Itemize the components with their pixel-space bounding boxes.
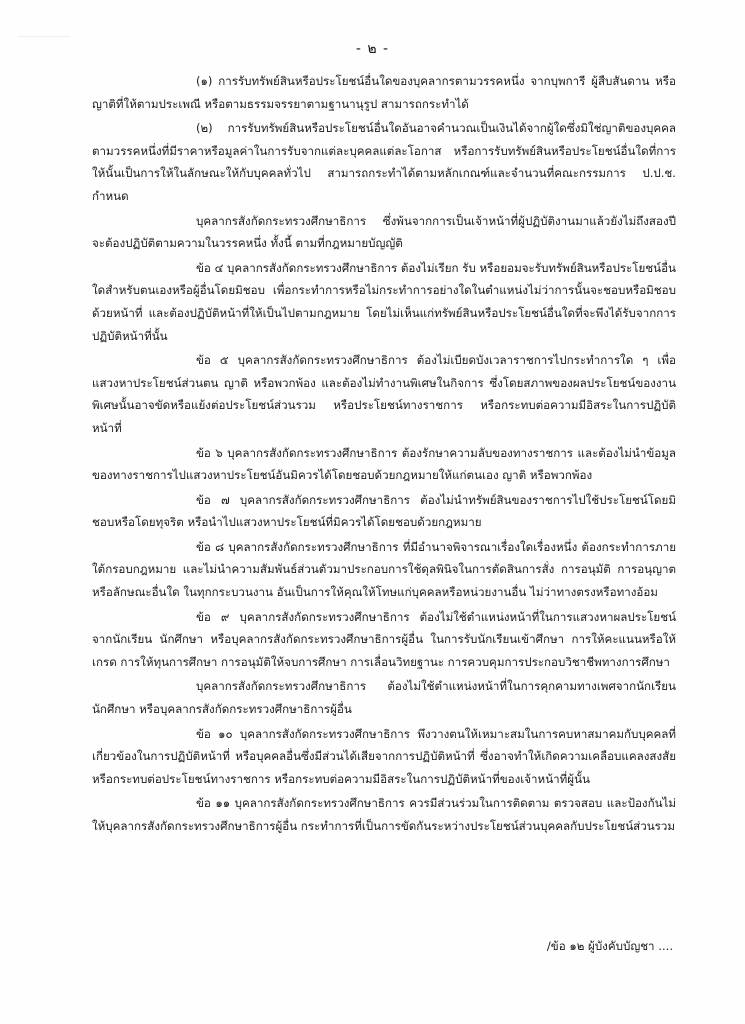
paragraph-article-4: ข้อ ๔ บุคลากรสังกัดกระทรวงศึกษาธิการ ต้องไม่เรียก รับ หรือยอมจะรับทรัพย์สินหรือประโยชน์อื่นใดสำหรับตนเองหรือผู้อื่นโดยมิชอบ เพื่อกระทำการหรือไม่กระทำการอย่างใดในตำแหน่งไม่ว่าการนั้นจะชอบหรือมิชอบด้วยหน้าที่ และต้องปฏิบัติหน้าที่ให้เป็นไปตามกฎหมาย โดยไม่เห็นแก่ทรัพย์สินหรือประโยชน์อื่นใดที่จะพึงได้รับจากการปฏิบัติหน้าที่นั้น (92, 260, 676, 343)
paragraph-article-8: ข้อ ๘ บุคลากรสังกัดกระทรวงศึกษาธิการ ที่มีอำนาจพิจารณาเรื่องใดเรื่องหนึ่ง ต้องกระทำการภายใต้กรอบกฎหมาย และไม่นำความสัมพันธ์ส่วนตัวมาประกอบการใช้ดุลพินิจในการตัดสินการสั่ง การอนุมัติ การอนุญาต หรือลักษณะอื่นใด ในทุกกระบวนงาน อันเป็นการให้คุณให้โทษแก่บุคคลหรือหน่วยงานอื่น ไม่ว่าทางตรงหรือทางอ้อม (92, 539, 676, 600)
page-number: - ๒ - (355, 41, 390, 57)
paragraph-article-7: ข้อ ๗ บุคลากรสังกัดกระทรวงศึกษาธิการ ต้องไม่นำทรัพย์สินของราชการไปใช้ประโยชน์โดยมิชอบหรือโดยทุจริต หรือนำไปแสวงหาประโยชน์ที่มิควรได้โดยชอบด้วยกฎหมาย (92, 492, 676, 530)
paragraph-article-9: ข้อ ๙ บุคลากรสังกัดกระทรวงศึกษาธิการ ต้องไม่ใช้ตำแหน่งหน้าที่ในการแสวงหาผลประโยชน์จากนักเรียน นักศึกษา หรือบุคลากรสังกัดกระทรวงศึกษาธิการผู้อื่น ในการรับนักเรียนเข้าศึกษา การให้คะแนนหรือให้เกรด การให้ทุนการศึกษา การอนุมัติให้จบการศึกษา การเลื่อนวิทยฐานะ การควบคุมการประกอบวิชาชีพทางการศึกษา (92, 609, 676, 669)
document-body (92, 70, 676, 840)
continuation-note: /ข้อ ๑๒ ผู้บังคับบัญชา .... (546, 939, 673, 953)
paragraph-1: (๑) การรับทรัพย์สินหรือประโยชน์อื่นใดของบุคลากรตามวรรคหนึ่ง จากบุพการี ผู้สืบสันดาน หรือญาติที่ให้ตามประเพณี หรือตามธรรมจรรยาตามฐานานุรูป สามารถกระทำได้ (92, 74, 676, 111)
paragraph-article-11: ข้อ ๑๑ บุคลากรสังกัดกระทรวงศึกษาธิการ ควรมีส่วนร่วมในการติดตาม ตรวจสอบ และป้องกันไม่ให้บุคลากรสังกัดกระทรวงศึกษาธิการผู้อื่น กระทำการที่เป็นการขัดกันระหว่างประโยชน์ส่วนบุคคลกับประโยชน์ส่วนรวม (92, 796, 676, 833)
paragraph-article-10: ข้อ ๑๐ บุคลากรสังกัดกระทรวงศึกษาธิการ พึงวางตนให้เหมาะสมในการคบหาสมาคมกับบุคคลที่เกี่ยวข้องในการปฏิบัติหน้าที่ หรือบุคคลอื่นซึ่งมีส่วนได้เสียจากการปฏิบัติหน้าที่ ซึ่งอาจทำให้เกิดความเคลือบแคลงสงสัย หรือกระทบต่อประโยชน์ทางราชการ หรือกระทบต่อความมีอิสระในการปฏิบัติหน้าที่ของเจ้าหน้าที่ผู้นั้น (92, 726, 676, 786)
paragraph-3: บุคลากรสังกัดกระทรวงศึกษาธิการ ซึ่งพ้นจากการเป็นเจ้าหน้าที่ผู้ปฏิบัติงานมาแล้วยังไม่ถึงสองปี จะต้องปฏิบัติตามความในวรรคหนึ่ง ทั้งนี้ ตามที่กฎหมายบัญญัติ (92, 213, 676, 251)
paragraph-article-5: ข้อ ๕ บุคลากรสังกัดกระทรวงศึกษาธิการ ต้องไม่เบียดบังเวลาราชการไปกระทำการใด ๆ เพื่อแสวงหาประโยชน์ส่วนตน ญาติ หรือพวกพ้อง และต้องไม่ทำงานพิเศษในกิจการ ซึ่งโดยสภาพของผลประโยชน์ของงานพิเศษนั้นอาจขัดหรือแย้งต่อประโยชน์ส่วนรวม หรือประโยชน์ทางราชการ หรือกระทบต่อความมีอิสระในการปฏิบัติหน้าที่ (92, 353, 676, 435)
paragraph-article-9-sexual-harassment: บุคลากรสังกัดกระทรวงศึกษาธิการ ต้องไม่ใช้ตำแหน่งหน้าที่ในการคุกคามทางเพศจากนักเรียน นักศึกษา หรือบุคลากรสังกัดกระทรวงศึกษาธิการผู้อื่น (92, 679, 676, 717)
paragraph-2: (๒) การรับทรัพย์สินหรือประโยชน์อื่นใดอันอาจคำนวณเป็นเงินได้จากผู้ใดซึ่งมิใช่ญาติของบุคคลตามวรรคหนึ่งที่มีราคาหรือมูลค่าในการรับจากแต่ละบุคคลแต่ละโอกาส หรือการรับทรัพย์สินหรือประโยชน์อื่นใดที่การให้นั้นเป็นการให้ในลักษณะให้กับบุคคลทั่วไป สามารถกระทำได้ตามหลักเกณฑ์และจำนวนที่คณะกรรมการ ป.ป.ช. กำหนด (92, 121, 676, 203)
paragraph-article-6: ข้อ ๖ บุคลากรสังกัดกระทรวงศึกษาธิการ ต้องรักษาความลับของทางราชการ และต้องไม่นำข้อมูลของทางราชการไปแสวงหาประโยชน์อันมิควรได้โดยชอบด้วยกฎหมายให้แก่ตนเอง ญาติ หรือพวกพ้อง (92, 445, 676, 483)
